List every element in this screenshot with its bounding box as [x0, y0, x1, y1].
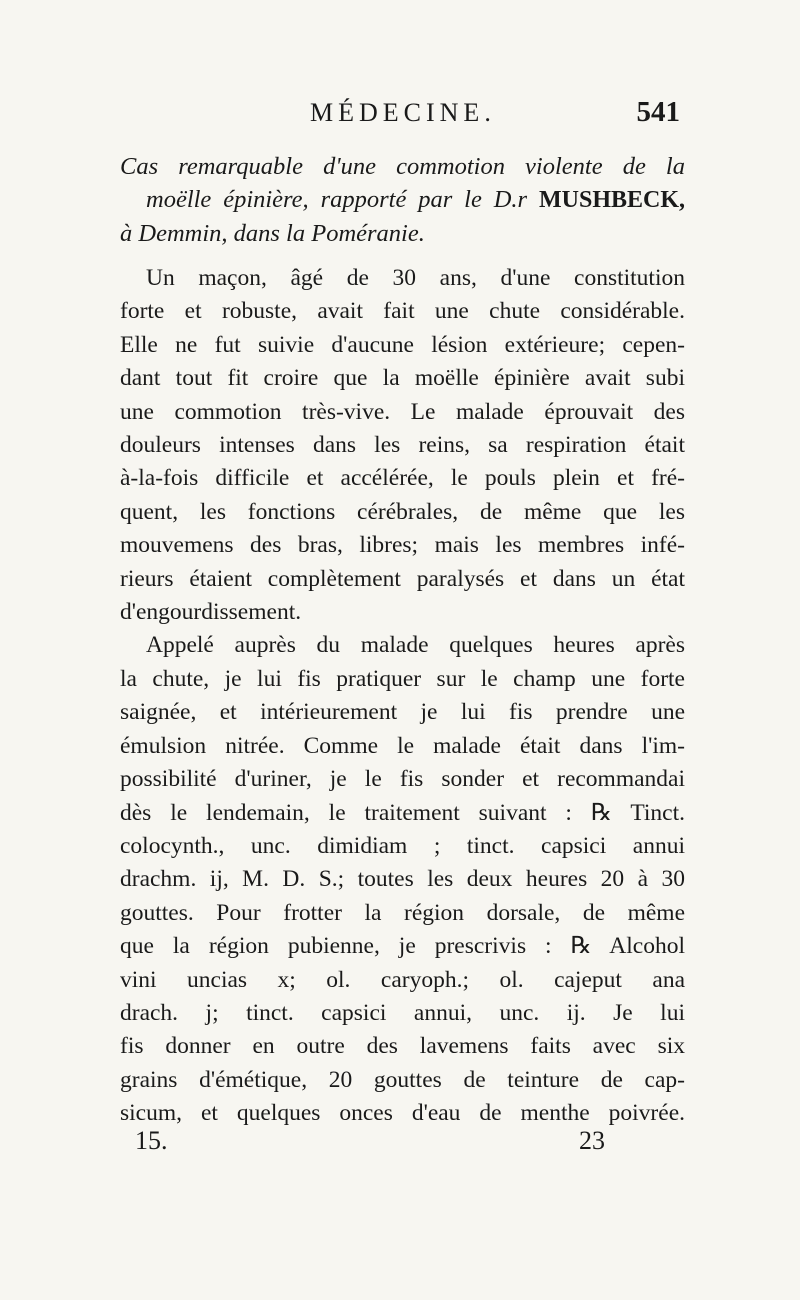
folio-number: 23	[579, 1126, 605, 1155]
running-head: MÉDECINE.	[310, 98, 496, 127]
p1-line: une commotion très-vive. Le malade éprouvait des	[120, 398, 685, 425]
p2-line: dès le lendemain, le traitement suivant : ℞ Tinct.	[120, 799, 685, 826]
p1-line: à-la-fois difficile et accélérée, le pouls plein et fré-	[120, 465, 685, 492]
page-header	[120, 98, 680, 138]
p2-line: sicum, et quelques onces d'eau de menthe poivrée.	[120, 1100, 685, 1127]
signature-mark: 15.	[135, 1126, 168, 1155]
p2-line: fis donner en outre des lavemens faits avec six	[120, 1033, 685, 1060]
article-title	[120, 150, 685, 250]
p2-line: que la région pubienne, je prescrivis : ℞ Alcohol	[120, 933, 685, 960]
p1-line: rieurs étaient complètement paralysés et dans un état	[120, 565, 685, 592]
p1-line: Un maçon, âgé de 30 ans, d'une constitution	[146, 265, 685, 291]
p1-line: forte et robuste, avait fait une chute considérable.	[120, 298, 685, 325]
page-footer	[120, 1126, 685, 1162]
body-text	[120, 262, 685, 1131]
p2-line: drach. j; tinct. capsici annui, unc. ij. Je lui	[120, 999, 685, 1026]
p2-line: possibilité d'uriner, je le fis sonder et recommandai	[120, 766, 685, 793]
p1-line: mouvemens des bras, libres; mais les membres infé-	[120, 532, 685, 559]
title-line-1: Cas remarquable d'une commotion violente de la	[120, 153, 685, 180]
p1-line: quent, les fonctions cérébrales, de même que les	[120, 498, 685, 525]
p2-line: émulsion nitrée. Comme le malade était dans l'im-	[120, 732, 685, 759]
title-line-2-text: moëlle épinière, rapporté par le D.r	[146, 186, 528, 213]
p2-line: colocynth., unc. dimidiam ; tinct. capsici annui	[120, 832, 685, 859]
p1-line: douleurs intenses dans les reins, sa respiration était	[120, 432, 685, 459]
p2-line: la chute, je lui fis pratiquer sur le champ une forte	[120, 665, 685, 692]
p1-line: Elle ne fut suivie d'aucune lésion extérieure; cepen-	[120, 331, 685, 358]
author-name: MUSHBECK,	[538, 187, 685, 213]
p1-line: dant tout fit croire que la moëlle épinière avait subi	[120, 365, 685, 392]
title-line-3: à Demmin, dans la Poméranie.	[120, 220, 425, 247]
page-number: 541	[636, 96, 680, 128]
p1-line: d'engourdissement.	[120, 599, 302, 626]
p2-line: grains d'émétique, 20 gouttes de teinture de cap-	[120, 1066, 685, 1093]
p2-line: vini uncias x; ol. caryoph.; ol. cajeput ana	[120, 966, 685, 993]
p2-line: saignée, et intérieurement je lui fis prendre une	[120, 699, 685, 726]
p2-line: Appelé auprès du malade quelques heures après	[146, 632, 685, 659]
p2-line: drachm. ij, M. D. S.; toutes les deux heures 20 à 30	[120, 866, 685, 893]
title-line-2	[120, 183, 685, 217]
p2-line: gouttes. Pour frotter la région dorsale, de même	[120, 899, 685, 926]
